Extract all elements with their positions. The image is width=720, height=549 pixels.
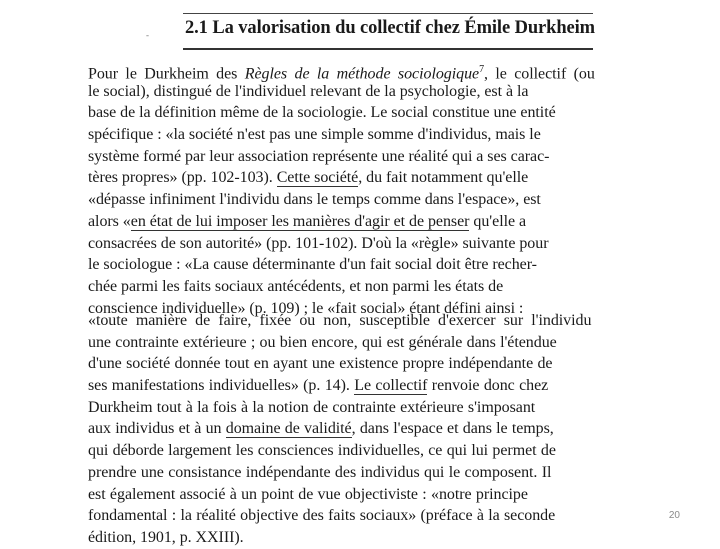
text-run: consacrées de son autorité» (pp. 101-102). D'où la «règle» suivante pour — [88, 234, 549, 252]
text-run: , du fait notamment qu'elle — [358, 169, 529, 187]
paragraph-1 — [88, 59, 595, 319]
text-line — [88, 254, 595, 276]
section-number: 2.1 — [185, 18, 208, 38]
footnote-ref: 7 — [479, 64, 485, 75]
text-run: , le collectif (ou — [484, 65, 595, 83]
text-run: prendre une consistance indépendante des individus qui le composent. Il — [88, 463, 552, 481]
text-line — [88, 397, 591, 419]
text-run: le sociologue : «La cause déterminante d'un fait social doit être recher- — [88, 256, 537, 274]
underlined-phrase: domaine de validité — [225, 420, 352, 438]
text-line — [88, 375, 591, 397]
text-run: base de la définition même de la sociologie. Le social constitue une entité — [88, 104, 556, 122]
text-run: conscience individuelle» (p. 109) ; le «fait social» étant défini ainsi : — [88, 299, 524, 317]
text-run: d'une société donnée tout en ayant une existence propre indépendante de — [88, 355, 553, 373]
text-run: «dépasse infiniment l'individu dans le temps comme dans l'espace», est — [88, 191, 541, 209]
text-line — [88, 233, 595, 255]
text-run: spécifique : «la société n'est pas une simple somme d'individus, mais le — [88, 126, 541, 144]
text-line — [88, 81, 595, 103]
text-run: édition, 1901, p. XXIII). — [88, 528, 244, 546]
text-run: le social), distingué de l'individuel relevant de la psychologie, est à la — [88, 82, 529, 100]
text-run: est également associé à un point de vue objectiviste : «notre principe — [88, 485, 528, 503]
text-line — [88, 527, 591, 549]
section-heading — [185, 18, 595, 39]
text-line — [88, 276, 595, 298]
text-line — [88, 310, 591, 332]
text-line — [88, 462, 591, 484]
text-line — [88, 124, 595, 146]
text-run: tères propres» (pp. 102-103). — [88, 169, 277, 187]
text-run: alors « — [88, 212, 131, 230]
text-run: fondamental : la réalité objective des faits sociaux» (préface à la seconde — [88, 507, 556, 525]
slide-page-number: 20 — [668, 510, 680, 521]
text-run: renvoie donc chez — [427, 377, 549, 395]
heading-top-rule — [183, 13, 593, 14]
underlined-phrase: Le collectif — [354, 377, 428, 395]
text-run: Durkheim tout à la fois à la notion de contrainte extérieure s'imposant — [88, 398, 536, 416]
text-line — [88, 353, 591, 375]
underlined-phrase: Cette société — [276, 169, 359, 187]
text-run: Pour le Durkheim des — [88, 65, 245, 83]
text-run: ses manifestations individuelles» (p. 14). — [88, 377, 355, 395]
margin-mark: - — [146, 30, 149, 40]
text-line — [88, 167, 595, 189]
text-run: «toute manière de faire, fixée ou non, susceptible d'exercer sur l'individu — [88, 312, 592, 329]
paragraph-2 — [88, 310, 591, 549]
book-title: Règles de la méthode sociologique — [244, 65, 480, 83]
text-line — [88, 211, 595, 233]
underlined-phrase: en état de lui imposer les manières d'agir et de penser — [130, 212, 470, 230]
heading-underline — [183, 48, 593, 50]
text-line — [88, 440, 591, 462]
text-run: , dans l'espace et dans le temps, — [351, 420, 554, 438]
section-title: La valorisation du collectif chez Émile Durkheim — [212, 18, 595, 38]
text-line — [88, 332, 591, 354]
text-line — [88, 102, 595, 124]
text-run: une contrainte extérieure ; ou bien encore, qui est générale dans l'étendue — [88, 333, 557, 351]
text-run: chée parmi les faits sociaux antécédents, et non parmi les états de — [88, 277, 504, 295]
text-line — [88, 418, 591, 440]
text-run: aux individus et à un — [88, 420, 226, 438]
text-run: qu'elle a — [469, 212, 527, 230]
text-run: système formé par leur association représente une réalité qui a ses carac- — [88, 147, 550, 165]
text-line — [88, 505, 591, 527]
text-line — [88, 146, 595, 168]
text-line — [88, 484, 591, 506]
text-run: qui déborde largement les consciences individuelles, ce qui lui permet de — [88, 442, 556, 460]
text-line — [88, 59, 595, 81]
text-line — [88, 189, 595, 211]
